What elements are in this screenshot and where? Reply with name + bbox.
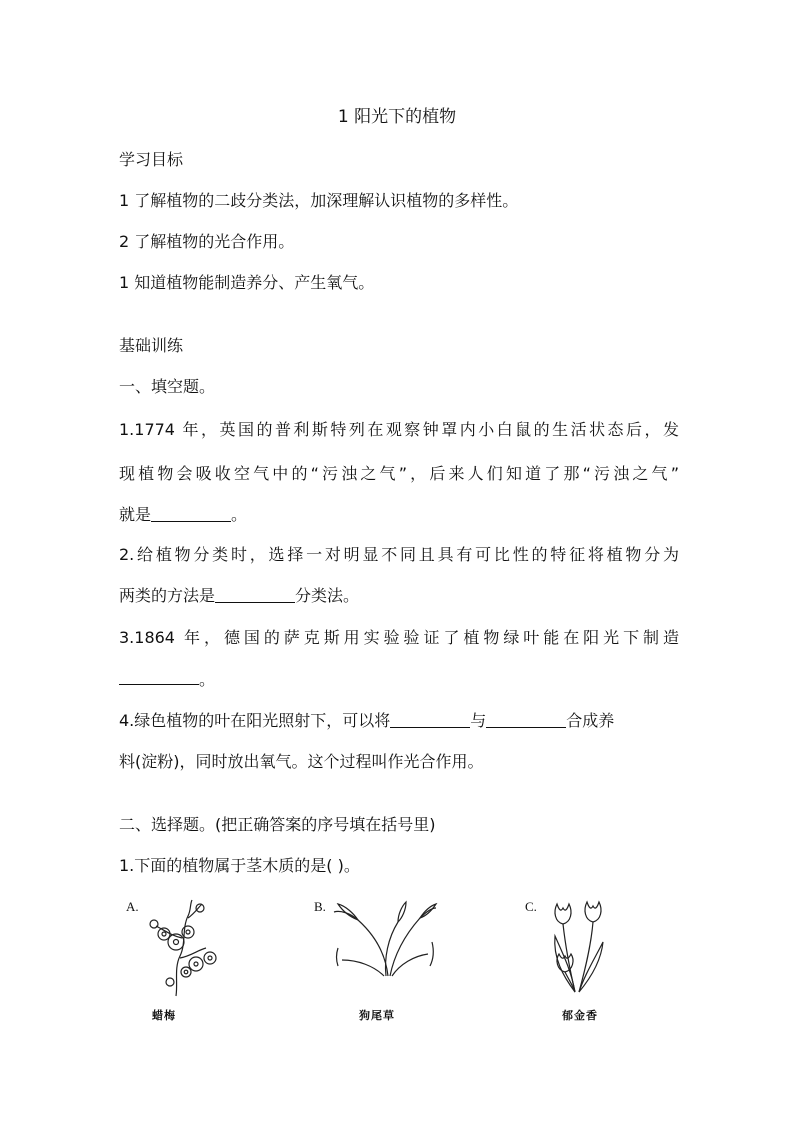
q1-suffix: 。 [231, 505, 248, 524]
basic-training-heading: 基础训练 [119, 336, 184, 355]
answer-blank[interactable] [119, 670, 199, 685]
q1-prefix: 就是 [119, 505, 152, 524]
option-b-caption: 狗尾草 [359, 1009, 395, 1022]
answer-blank[interactable] [390, 713, 470, 728]
q4-suffix: 合成养 [566, 711, 615, 730]
plum-blossom-icon [136, 898, 226, 998]
q3-line2 [119, 670, 679, 690]
answer-blank[interactable] [486, 713, 566, 728]
option-a-letter[interactable]: A. [126, 899, 139, 914]
q4-line1 [119, 711, 679, 731]
option-b-letter[interactable]: B. [314, 899, 326, 914]
q4-prefix: 4.绿色植物的叶在阳光照射下，可以将 [119, 711, 391, 730]
mc-question-1: 1.下面的植物属于茎木质的是( )。 [119, 856, 360, 875]
q2-suffix: 分类法。 [295, 586, 360, 605]
option-c-letter[interactable]: C. [525, 899, 537, 914]
q3-suffix: 。 [199, 670, 216, 689]
section2-heading: 二、选择题。(把正确答案的序号填在括号里) [119, 815, 436, 834]
objective-item: 1 知道植物能制造养分、产生氧气。 [119, 273, 375, 292]
answer-blank[interactable] [151, 507, 231, 522]
page-title: 1 阳光下的植物 [337, 107, 457, 127]
q4-mid: 与 [470, 711, 487, 730]
q2-line2 [119, 586, 679, 606]
option-c-caption: 郁金香 [562, 1009, 598, 1022]
q1-line3 [119, 505, 679, 525]
foxtail-grass-icon [328, 898, 438, 978]
objective-item: 2 了解植物的光合作用。 [119, 232, 295, 251]
q2-line1: 2.给植物分类时，选择一对明显不同且具有可比性的特征将植物分为 [119, 545, 679, 564]
answer-blank[interactable] [215, 588, 295, 603]
tulip-icon [545, 896, 615, 996]
q1-line2: 现植物会吸收空气中的“污浊之气”，后来人们知道了那“污浊之气” [119, 464, 679, 483]
objectives-heading: 学习目标 [119, 150, 184, 169]
section1-heading: 一、填空题。 [119, 377, 216, 396]
objective-item: 1 了解植物的二歧分类法，加深理解认识植物的多样性。 [119, 191, 519, 210]
q3-line1: 3.1864 年，德国的萨克斯用实验验证了植物绿叶能在阳光下制造 [119, 628, 679, 647]
q1-line1: 1.1774 年，英国的普利斯特列在观察钟罩内小白鼠的生活状态后，发 [119, 420, 679, 439]
option-a-caption: 蜡梅 [152, 1009, 176, 1022]
q2-prefix: 两类的方法是 [119, 586, 216, 605]
q4-line2: 料(淀粉)，同时放出氧气。这个过程叫作光合作用。 [119, 752, 484, 771]
